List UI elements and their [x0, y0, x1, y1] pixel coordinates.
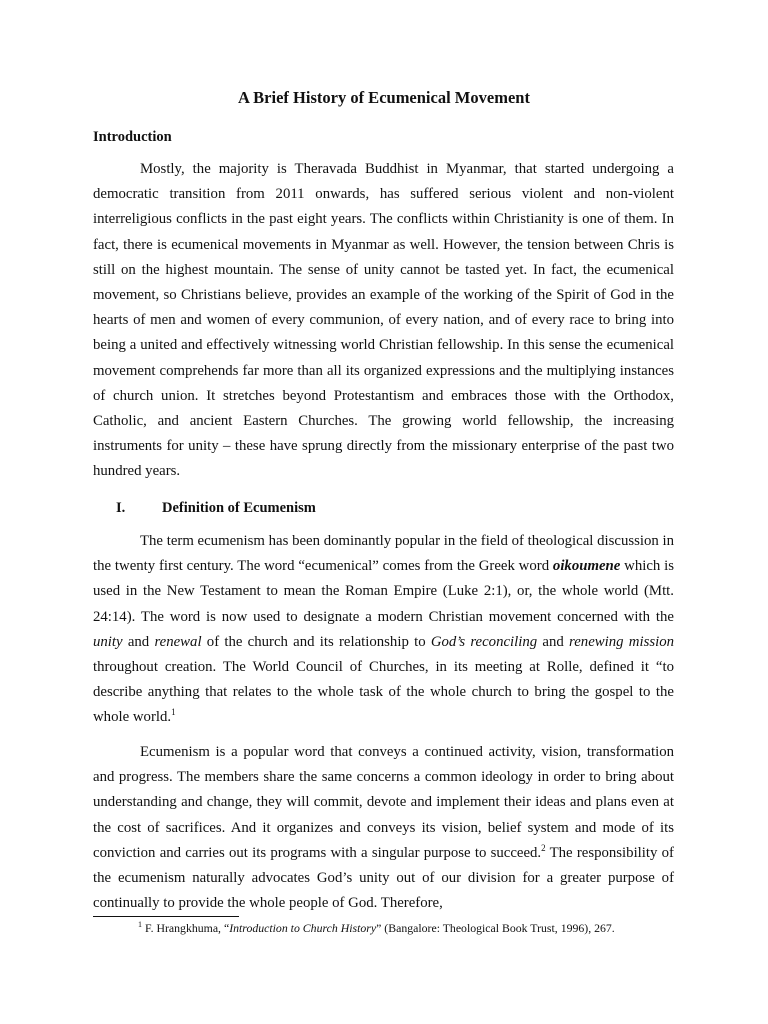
footnote-1 [138, 920, 615, 936]
section-heading-definition [93, 499, 316, 517]
greek-term-oikoumene: oikoumene [552, 558, 621, 575]
text-run: of the church and its relationship to [201, 633, 431, 650]
term-renewing-mission: renewing mission [569, 633, 674, 650]
term-renewal: renewal [154, 633, 202, 650]
section-number: I. [116, 500, 126, 516]
introduction-heading: Introduction [93, 129, 172, 145]
footnote-divider [93, 916, 239, 917]
footnote-reference-2[interactable]: 2 [541, 842, 546, 853]
term-gods-reconciling: God’s reconciling [430, 633, 538, 650]
text-run: and [537, 633, 570, 650]
footnote-number: 1 [138, 920, 142, 930]
footnote-reference-1[interactable]: 1 [171, 707, 176, 718]
definition-paragraph-1 [93, 529, 674, 731]
definition-paragraph-2 [93, 740, 674, 916]
text-run: The term ecumenism has been dominantly popular in the field of theological discussion in the twenty first century. The word “ecumenical” comes from the Greek word [93, 533, 674, 575]
introduction-paragraph: Mostly, the majority is Theravada Buddhist in Myanmar, that started undergoing a democratic transition from 2011 onwards, has suffered serious violent and non-violent interreligious conflicts in the past eight years. The conflicts within Christianity is one of them. In fact, there is ecumenical movements in Myanmar as well. However, the tension between Chris is still on the highest mountain. The sense of unity cannot be tasted yet. In fact, the ecumenical movement, so Christians believe, provides an example of the working of the Spirit of God in the hearts of men and women of every communion, of every nation, and of every race to bring into being a united and effectively witnessing world Christian fellowship. In this sense the ecumenical movement comprehends far more than all its organized expressions and the multiplying instances of church union. It stretches beyond Protestantism and embraces those with the Orthodox, Catholic, and ancient Eastern Churches. The growing world fellowship, the increasing instruments for unity – these have sprung directly from the missionary enterprise of the past two hundred years. [93, 161, 674, 480]
term-unity: unity [93, 633, 123, 650]
text-run: and [122, 633, 155, 650]
cited-book-title: Introduction to Church History [229, 921, 377, 935]
text-run: Ecumenism is a popular word that conveys a continued activity, vision, transformation and progress. The members share the same concerns a common ideology in order to bring about understanding and change, they will commit, devote and implement their ideas and plans even at the cost of sacrifices. And it organizes and conveys its vision, belief system and mode of its conviction and carries out its programs with a singular purpose to succeed. [93, 744, 674, 861]
text-run: throughout creation. The World Council of Churches, in its meeting at Rolle, defined it “to describe anything that relates to the whole task of the whole church to bring the gospel to the whole world. [93, 659, 674, 726]
text-run: F. Hrangkhuma, “ [142, 921, 230, 935]
text-run: ” (Bangalore: Theological Book Trust, 1996), 267. [376, 921, 615, 935]
document-title: A Brief History of Ecumenical Movement [238, 88, 530, 107]
section-title: Definition of Ecumenism [162, 500, 316, 516]
text-run: The responsibility of the ecumenism naturally advocates God’s unity out of our division for a greater purpose of continually to provide the whole people of God. Therefore, [93, 844, 674, 912]
text-run: which is used in the New Testament to mean the Roman Empire (Luke 2:1), or, the whole world (Mtt. 24:14). The word is now used to designate a modern Christian movement concerned with the [93, 558, 675, 625]
